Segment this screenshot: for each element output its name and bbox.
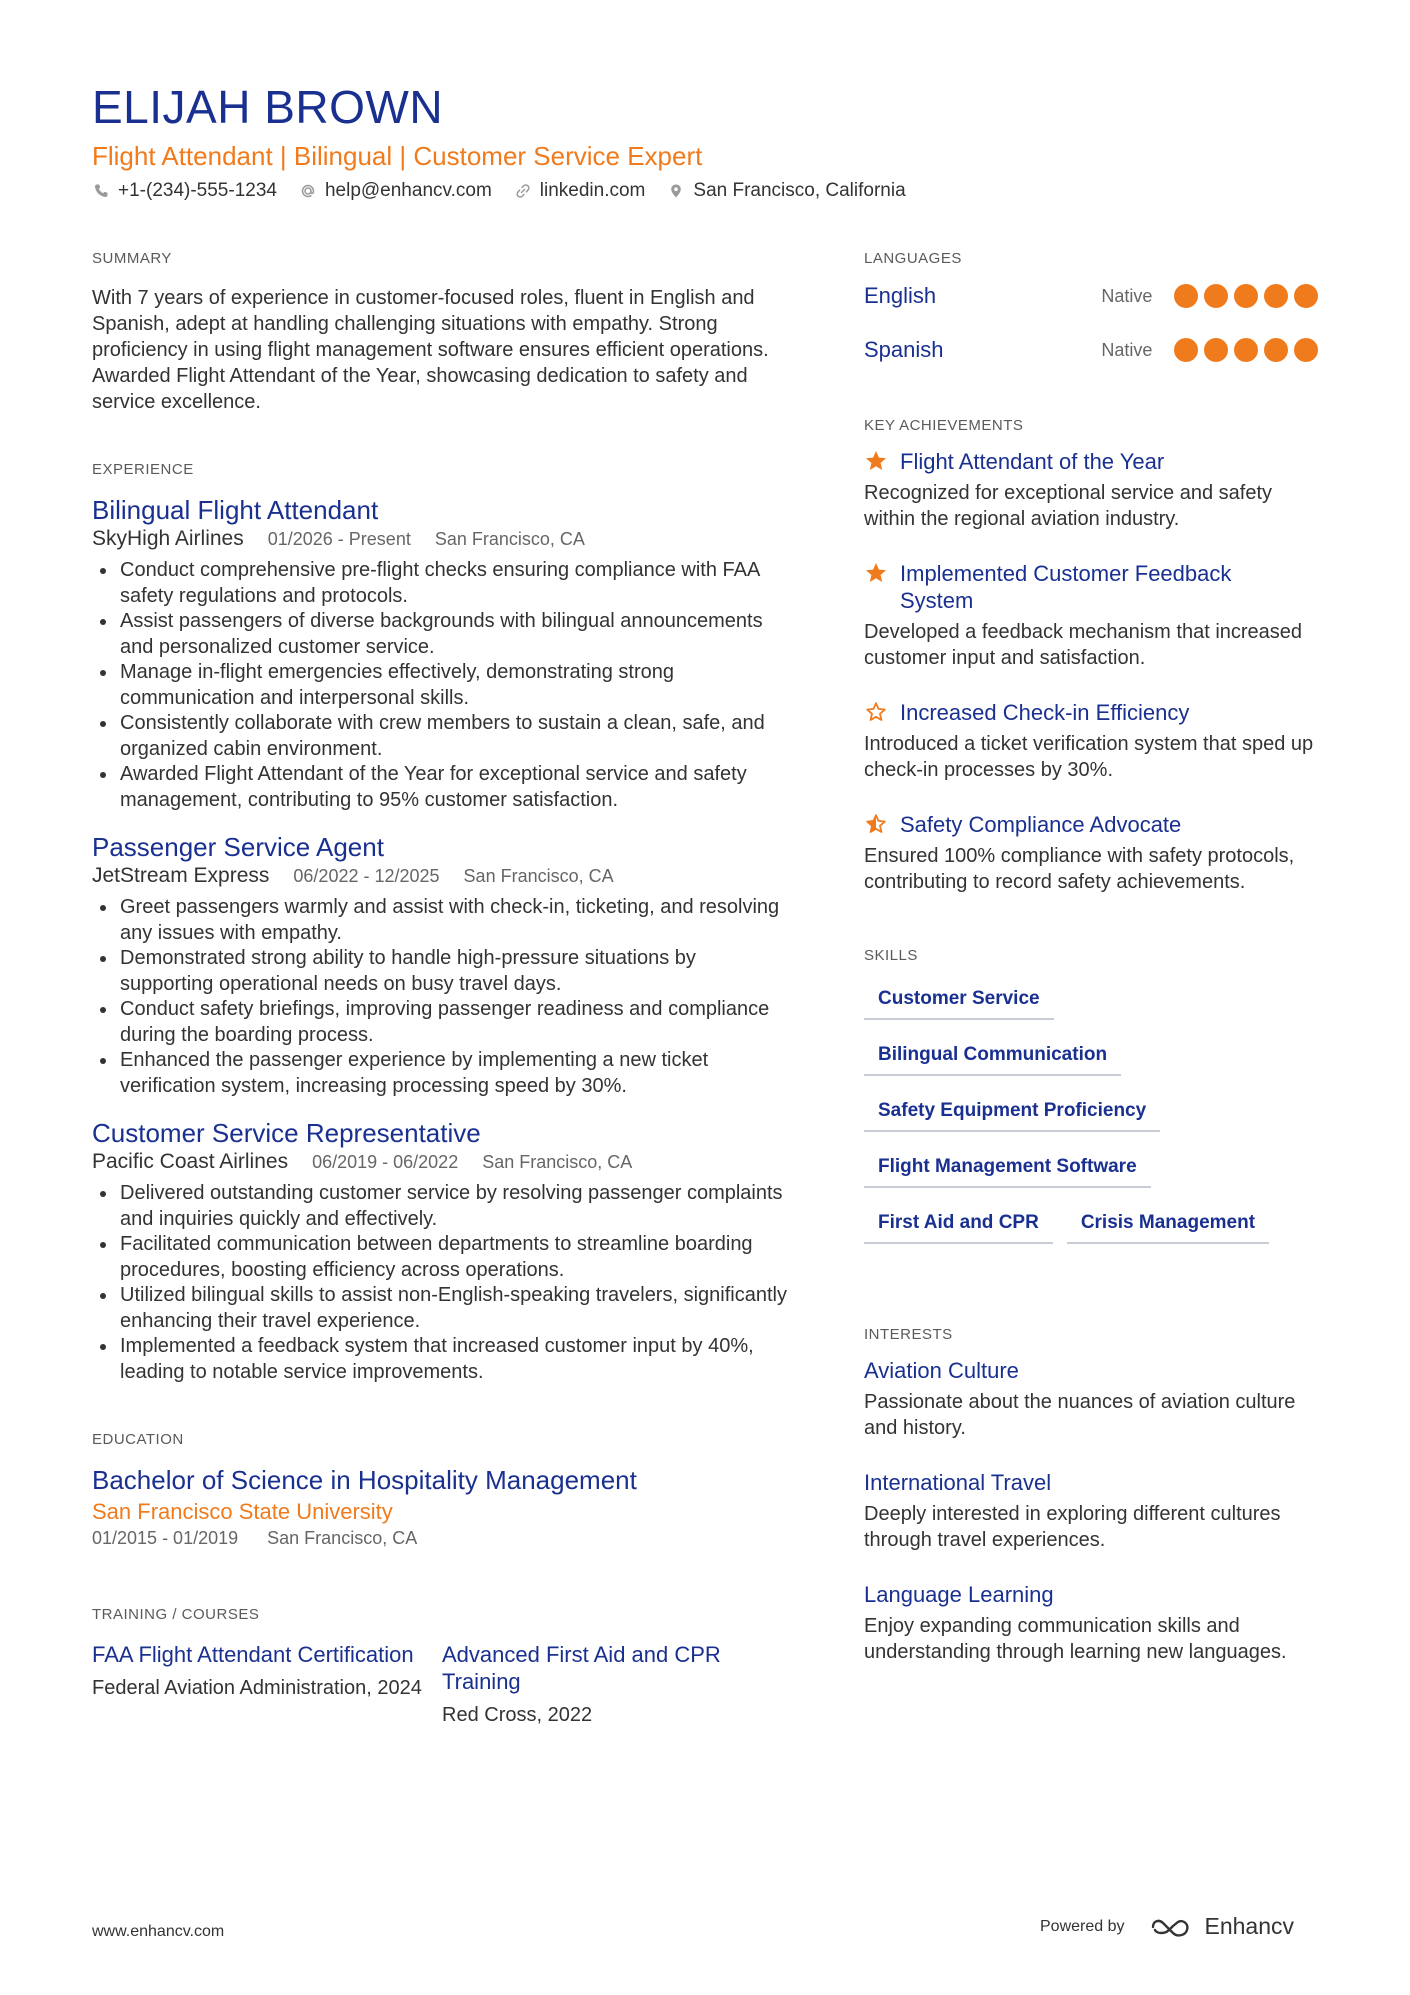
interests-section [864, 1326, 1324, 1665]
job-company: SkyHigh Airlines [92, 527, 244, 550]
job-bullets [92, 558, 792, 813]
training-heading: TRAINING / COURSES [92, 1606, 260, 1623]
job-bullets [92, 895, 792, 1099]
skill-tag: Customer Service [864, 984, 1054, 1020]
job-company: JetStream Express [92, 864, 270, 887]
phone-text: +1-(234)-555-1234 [118, 180, 277, 201]
skill-tag: First Aid and CPR [864, 1208, 1053, 1244]
rating-dot [1234, 338, 1258, 362]
achievement-item [864, 448, 1324, 532]
training-grid [92, 1641, 792, 1728]
job-bullet: Manage in-flight emergencies effectively, demonstrating strong communication and interpersonal skills. [92, 660, 792, 711]
job-bullet: Demonstrated strong ability to handle high-pressure situations by supporting operational needs on busy travel days. [92, 946, 792, 997]
language-row [864, 281, 1324, 311]
interest-desc: Enjoy expanding communication skills and understanding through learning new languages. [864, 1615, 1287, 1663]
training-issuer: Red Cross, 2022 [442, 1704, 593, 1726]
job-bullet: Consistently collaborate with crew members to sustain a clean, safe, and organized cabin environment. [92, 711, 792, 762]
contact-bar [92, 180, 928, 202]
achievement-title: Flight Attendant of the Year [900, 449, 1165, 474]
job-title: Passenger Service Agent [92, 832, 384, 862]
star-outline-icon [864, 700, 888, 724]
achievement-header [864, 699, 1324, 726]
skills-section [864, 947, 1324, 1264]
interest-title: Language Learning [864, 1582, 1054, 1607]
contact-linkedin [514, 180, 646, 202]
job-entry [92, 831, 792, 1099]
interest-item [864, 1357, 1324, 1441]
job-bullet: Awarded Flight Attendant of the Year for exceptional service and safety management, contributing to 95% customer satisfaction. [92, 762, 792, 813]
powered-by-label: Powered by [1040, 1917, 1125, 1935]
job-location: San Francisco, CA [482, 1152, 633, 1172]
rating-dot [1264, 284, 1288, 308]
interest-item [864, 1469, 1324, 1553]
skill-tag: Flight Management Software [864, 1152, 1151, 1188]
job-location: San Francisco, CA [463, 866, 614, 886]
rating-dot [1294, 338, 1318, 362]
email-text[interactable]: help@enhancv.com [324, 180, 492, 201]
skills-list [864, 984, 1324, 1264]
achievement-desc: Ensured 100% compliance with safety protocols, contributing to record safety achievements. [864, 845, 1295, 893]
phone-icon [92, 182, 110, 200]
education-school: San Francisco State University [92, 1499, 393, 1524]
summary-section [92, 250, 792, 415]
achievement-item [864, 699, 1324, 783]
rating-dot [1234, 284, 1258, 308]
summary-heading: SUMMARY [92, 250, 172, 267]
skill-tag: Safety Equipment Proficiency [864, 1096, 1160, 1132]
training-title: Advanced First Aid and CPR Training [442, 1642, 721, 1694]
location-icon [667, 182, 685, 200]
job-entry [92, 1117, 792, 1385]
contact-email [299, 180, 492, 202]
job-meta [92, 526, 792, 552]
training-title: FAA Flight Attendant Certification [92, 1642, 414, 1667]
job-bullet: Conduct comprehensive pre-flight checks ensuring compliance with FAA safety regulations and protocols. [92, 558, 792, 609]
job-bullet: Assist passengers of diverse backgrounds with bilingual announcements and personalized customer service. [92, 609, 792, 660]
brand-name: Enhancv [1204, 1913, 1295, 1939]
education-meta [92, 1526, 792, 1550]
footer-branding [1040, 1913, 1294, 1940]
skill-tag: Bilingual Communication [864, 1040, 1121, 1076]
job-dates: 06/2019 - 06/2022 [312, 1152, 459, 1172]
achievement-header [864, 448, 1324, 475]
rating-dot [1264, 338, 1288, 362]
language-rating [1174, 338, 1324, 362]
at-icon [299, 182, 317, 200]
interests-heading: INTERESTS [864, 1326, 953, 1343]
candidate-name: ELIJAH BROWN [92, 81, 444, 133]
language-level: Native [1101, 339, 1153, 360]
job-bullets [92, 1181, 792, 1385]
rating-dot [1174, 284, 1198, 308]
job-meta [92, 863, 792, 889]
summary-text: With 7 years of experience in customer-focused roles, fluent in English and Spanish, adept at handling challenging situations with empathy. Strong proficiency in using flight management software ensures efficient operations. Awarded Flight Attendant of the Year, showcasing dedication to safety and service excellence. [92, 287, 769, 413]
language-rating [1174, 284, 1324, 308]
achievement-header [864, 560, 1324, 614]
right-column [864, 250, 1324, 1665]
languages-section [864, 250, 1324, 365]
achievement-item [864, 560, 1324, 671]
interest-title: Aviation Culture [864, 1358, 1019, 1383]
skill-tag: Crisis Management [1067, 1208, 1269, 1244]
job-dates: 01/2026 - Present [267, 529, 411, 549]
education-section [92, 1431, 792, 1550]
education-degree: Bachelor of Science in Hospitality Management [92, 1465, 637, 1495]
achievements-section [864, 417, 1324, 895]
job-bullet: Implemented a feedback system that increased customer input by 40%, leading to notable service improvements. [92, 1334, 792, 1385]
training-item [92, 1641, 442, 1728]
rating-dot [1204, 284, 1228, 308]
left-column [92, 250, 792, 1728]
enhancv-logo-icon [1149, 1914, 1197, 1940]
language-row [864, 335, 1324, 365]
achievement-header [864, 811, 1324, 838]
job-dates: 06/2022 - 12/2025 [293, 866, 440, 886]
training-item [442, 1641, 792, 1728]
star-filled-icon [864, 449, 888, 473]
interest-item [864, 1581, 1324, 1665]
achievements-heading: KEY ACHIEVEMENTS [864, 417, 1024, 434]
interest-desc: Passionate about the nuances of aviation culture and history. [864, 1391, 1296, 1439]
achievement-desc: Recognized for exceptional service and safety within the regional aviation industry. [864, 482, 1273, 530]
languages-heading: LANGUAGES [864, 250, 962, 267]
linkedin-text[interactable]: linkedin.com [539, 180, 646, 201]
training-issuer: Federal Aviation Administration, 2024 [92, 1677, 422, 1699]
training-section [92, 1606, 792, 1728]
achievement-desc: Developed a feedback mechanism that increased customer input and satisfaction. [864, 621, 1303, 669]
job-company: Pacific Coast Airlines [92, 1150, 289, 1173]
achievement-desc: Introduced a ticket verification system that sped up check-in processes by 30%. [864, 733, 1314, 781]
experience-heading: EXPERIENCE [92, 461, 194, 478]
job-title: Customer Service Representative [92, 1118, 481, 1148]
job-bullet: Greet passengers warmly and assist with check-in, ticketing, and resolving any issues with empathy. [92, 895, 792, 946]
job-entry [92, 494, 792, 813]
job-meta [92, 1149, 792, 1175]
experience-section [92, 461, 792, 1385]
star-filled-icon [864, 561, 888, 585]
interest-desc: Deeply interested in exploring different cultures through travel experiences. [864, 1503, 1281, 1551]
education-dates: 01/2015 - 01/2019 [92, 1528, 239, 1548]
rating-dot [1174, 338, 1198, 362]
contact-phone [92, 180, 277, 202]
language-name: English [864, 283, 937, 308]
interest-title: International Travel [864, 1470, 1052, 1495]
job-bullet: Enhanced the passenger experience by implementing a new ticket verification system, increasing processing speed by 30%. [92, 1048, 792, 1099]
job-location: San Francisco, CA [434, 529, 585, 549]
contact-location [667, 180, 905, 202]
achievement-title: Implemented Customer Feedback System [900, 561, 1232, 613]
achievement-title: Increased Check-in Efficiency [900, 700, 1190, 725]
rating-dot [1204, 338, 1228, 362]
job-bullet: Delivered outstanding customer service by resolving passenger complaints and inquiries quickly and effectively. [92, 1181, 792, 1232]
skills-heading: SKILLS [864, 947, 918, 964]
education-location: San Francisco, CA [267, 1528, 418, 1548]
job-bullet: Facilitated communication between departments to streamline boarding procedures, boosting efficiency across operations. [92, 1232, 792, 1283]
language-name: Spanish [864, 337, 944, 362]
headline: Flight Attendant | Bilingual | Customer Service Expert [92, 141, 703, 171]
brand-logo[interactable] [1149, 1913, 1295, 1940]
star-half-icon [864, 812, 888, 836]
language-level: Native [1101, 285, 1153, 306]
job-bullet: Conduct safety briefings, improving passenger readiness and compliance during the boarding process. [92, 997, 792, 1048]
job-title: Bilingual Flight Attendant [92, 495, 379, 525]
job-bullet: Utilized bilingual skills to assist non-English-speaking travelers, significantly enhancing their travel experience. [92, 1283, 792, 1334]
rating-dot [1294, 284, 1318, 308]
footer-website[interactable]: www.enhancv.com [92, 1923, 225, 1940]
achievement-item [864, 811, 1324, 895]
location-text: San Francisco, California [693, 180, 906, 201]
achievement-title: Safety Compliance Advocate [900, 812, 1182, 837]
education-heading: EDUCATION [92, 1431, 184, 1448]
link-icon [514, 182, 532, 200]
